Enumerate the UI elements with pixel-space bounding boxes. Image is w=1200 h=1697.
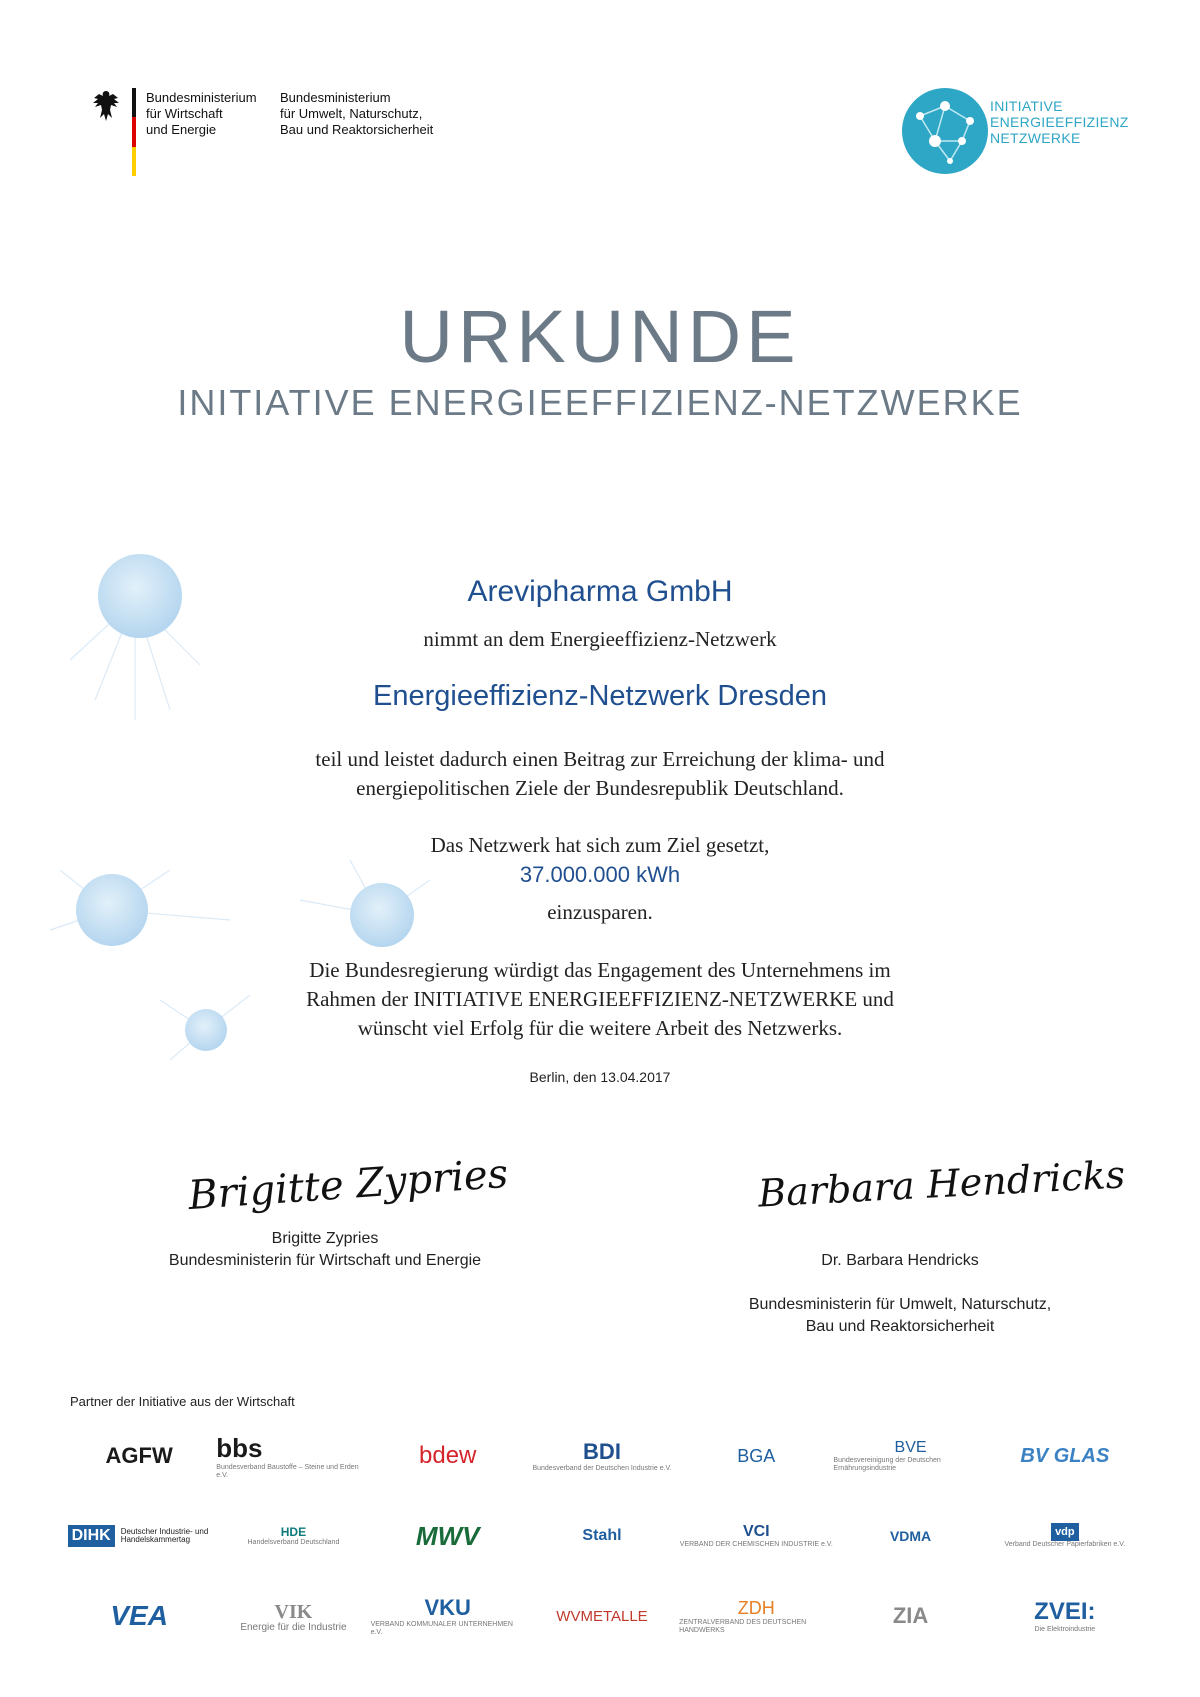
signature-hendricks: Barbara Hendricks — [757, 1152, 1127, 1216]
company-name: Arevipharma GmbH — [467, 575, 733, 608]
logo-subtext: Bundesverband der Deutschen Industrie e.V. — [532, 1465, 672, 1472]
logo-zdh — [679, 1590, 833, 1642]
logo-subtext: Die Elektroindustrie — [1034, 1626, 1096, 1633]
contribution-text — [0, 745, 1200, 803]
logo-text: MWV — [415, 1520, 480, 1551]
initiative-logo-line: INITIATIVE — [990, 98, 1063, 114]
appreciation-line: Rahmen der INITIATIVE ENERGIEEFFIZIENZ-NETZWERKE und — [306, 987, 894, 1011]
logo-text: HDE — [280, 1525, 307, 1539]
logo-bve — [833, 1430, 987, 1482]
logo-text: VCI — [742, 1523, 770, 1540]
logo-text: bbs — [216, 1432, 263, 1463]
signer-role: Bundesministerin für Wirtschaft und Energie — [168, 1252, 482, 1269]
logo-text: VEA — [110, 1600, 168, 1631]
appreciation-line: Die Bundesregierung würdigt das Engagement des Unternehmens im — [309, 958, 891, 982]
logo-bdi — [525, 1430, 679, 1482]
logo-dihk — [62, 1510, 216, 1562]
logo-text: VIK — [274, 1600, 313, 1623]
appreciation-line: wünscht viel Erfolg für die weitere Arbeit des Netzwerks. — [357, 1016, 843, 1040]
logo-hde — [216, 1510, 370, 1562]
logo-zvei — [988, 1590, 1142, 1642]
logo-mwv — [371, 1510, 525, 1562]
initiative-logo-line: ENERGIEEFFIZIENZ — [990, 114, 1129, 130]
logo-text: Stahl — [582, 1527, 622, 1544]
federal-eagle-icon — [90, 88, 122, 124]
logo-subtext: Bundesvereinigung der Deutschen Ernährungsindustrie — [833, 1457, 941, 1472]
logo-subtext: Deutscher Industrie- und Handelskammertag — [120, 1527, 209, 1544]
signer-name: Brigitte Zypries — [271, 1230, 379, 1247]
logo-text: BGA — [737, 1445, 776, 1466]
logo-text: WVMETALLE — [556, 1607, 648, 1625]
logo-vdma — [833, 1510, 987, 1562]
network-name: Energieeffizienz-Netzwerk Dresden — [372, 680, 827, 712]
logo-subtext: ZENTRALVERBAND DES DEUTSCHEN HANDWERKS — [679, 1618, 807, 1634]
logo-stahl — [525, 1510, 679, 1562]
ministry-environment: Bundesministerium für Umwelt, Naturschutz, Bau und Reaktorsicherheit — [280, 90, 434, 137]
logo-agfw — [62, 1430, 216, 1482]
goal-intro: Das Netzwerk hat sich zum Ziel gesetzt, — [430, 833, 770, 857]
initiative-logo-line: NETZWERKE — [990, 130, 1081, 146]
contribution-line: energiepolitischen Ziele der Bundesrepublik Deutschland. — [356, 776, 844, 800]
partners-label: Partner der Initiative aus der Wirtschaft — [70, 1394, 295, 1409]
goal-value: 37.000.000 kWh — [519, 862, 681, 887]
logo-text: DIHK — [68, 1525, 115, 1547]
logo-wvmetalle — [525, 1590, 679, 1642]
logo-text: vdp — [1051, 1523, 1079, 1541]
logo-text: AGFW — [105, 1443, 173, 1468]
appreciation-text — [0, 956, 1200, 1043]
signer-economy — [110, 1228, 540, 1272]
logo-bga — [679, 1430, 833, 1482]
network-globe-icon — [900, 86, 990, 176]
partner-logos — [62, 1430, 1142, 1642]
signer-name: Dr. Barbara Hendricks — [821, 1252, 979, 1269]
logo-subtext: VERBAND KOMMUNALER UNTERNEHMEN e.V. — [370, 1621, 513, 1636]
logo-text: VDMA — [889, 1528, 932, 1544]
logo-text: ZVEI: — [1034, 1598, 1096, 1625]
logo-subtext: VERBAND DER CHEMISCHEN INDUSTRIE e.V. — [679, 1541, 833, 1548]
certificate-title: URKUNDE — [399, 295, 801, 378]
contribution-line: teil und leistet dadurch einen Beitrag zur Erreichung der klima- und — [315, 747, 885, 771]
signer-role: Bundesministerin für Umwelt, Naturschutz, Bau und Reaktorsicherheit — [748, 1296, 1052, 1335]
logo-subtext: Handelsverband Deutschland — [247, 1539, 340, 1546]
logo-text: bdew — [419, 1442, 477, 1469]
signer-environment — [700, 1228, 1100, 1360]
logo-vik — [216, 1590, 370, 1642]
logo-vdp — [988, 1510, 1142, 1562]
logo-text: BVE — [894, 1439, 927, 1456]
goal-outro: einzusparen. — [547, 900, 653, 924]
logo-subtext: Bundesverband Baustoffe – Steine und Erden e.V. — [216, 1463, 359, 1479]
logo-bbs — [216, 1430, 370, 1482]
logo-vci — [679, 1510, 833, 1562]
ministry-economy: Bundesministerium für Wirtschaft und Energie — [146, 90, 257, 137]
logo-bdew — [371, 1430, 525, 1482]
logo-text: BV GLAS — [1020, 1444, 1110, 1467]
logo-text: ZDH — [737, 1597, 775, 1618]
initiative-logo-text — [990, 98, 1129, 146]
logo-vea — [62, 1590, 216, 1642]
logo-bvglas — [988, 1430, 1142, 1482]
german-flag-bar — [132, 88, 136, 176]
logo-subtext: Verband Deutscher Papierfabriken e.V. — [1004, 1541, 1126, 1548]
signature-zypries: Brigitte Zypries — [186, 1150, 510, 1220]
participation-line: nimmt an dem Energieeffizienz-Netzwerk — [423, 627, 777, 651]
place-date: Berlin, den 13.04.2017 — [529, 1069, 671, 1085]
logo-text: VKU — [424, 1595, 471, 1620]
logo-subtext: Energie für die Industrie — [240, 1621, 347, 1633]
logo-vku — [371, 1590, 525, 1642]
logo-zia — [833, 1590, 987, 1642]
logo-text: BDI — [583, 1439, 621, 1464]
logo-text: ZIA — [892, 1603, 929, 1628]
certificate-subtitle: INITIATIVE ENERGIEEFFIZIENZ-NETZWERKE — [177, 382, 1023, 423]
